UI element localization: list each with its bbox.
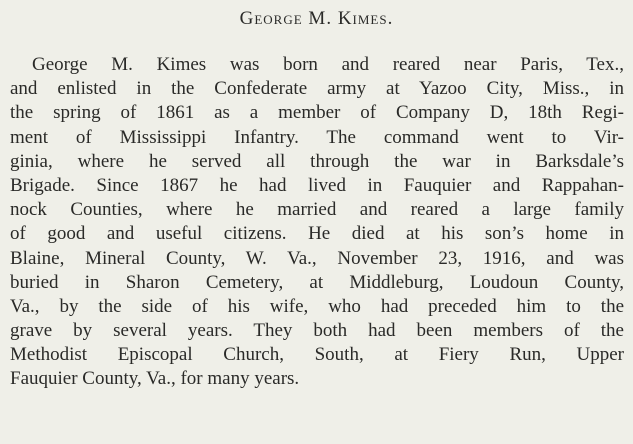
paragraph-line: ment of Mississippi Infantry. The command went to Vir- (10, 126, 624, 148)
paragraph-line: and enlisted in the Confederate army at Yazoo City, Miss., in (10, 78, 624, 100)
paragraph-line: the spring of 1861 as a member of Company D, 18th Regi- (10, 102, 624, 124)
paragraph-line: Methodist Episcopal Church, South, at Fiery Run, Upper (10, 344, 624, 366)
article-body (10, 53, 624, 392)
paragraph-line: ginia, where he served all through the war in Barksdale’s (10, 150, 624, 172)
paragraph-line: Blaine, Mineral County, W. Va., November 23, 1916, and was (10, 247, 624, 269)
paragraph-line: Va., by the side of his wife, who had preceded him to the (10, 295, 624, 317)
paragraph-line: buried in Sharon Cemetery, at Middleburg, Loudoun County, (10, 271, 624, 293)
paragraph-line: nock Counties, where he married and reared a large family (10, 199, 624, 221)
paragraph-line: of good and useful citizens. He died at his son’s home in (10, 223, 624, 245)
paragraph-line: George M. Kimes was born and reared near Paris, Tex., (32, 54, 624, 75)
paragraph-line: Fauquier County, Va., for many years. (10, 368, 300, 390)
paragraph-line: grave by several years. They both had been members of the (10, 320, 624, 342)
paragraph-line: Brigade. Since 1867 he had lived in Fauquier and Rappahan- (10, 174, 624, 196)
article-title: George M. Kimes. (239, 8, 394, 29)
